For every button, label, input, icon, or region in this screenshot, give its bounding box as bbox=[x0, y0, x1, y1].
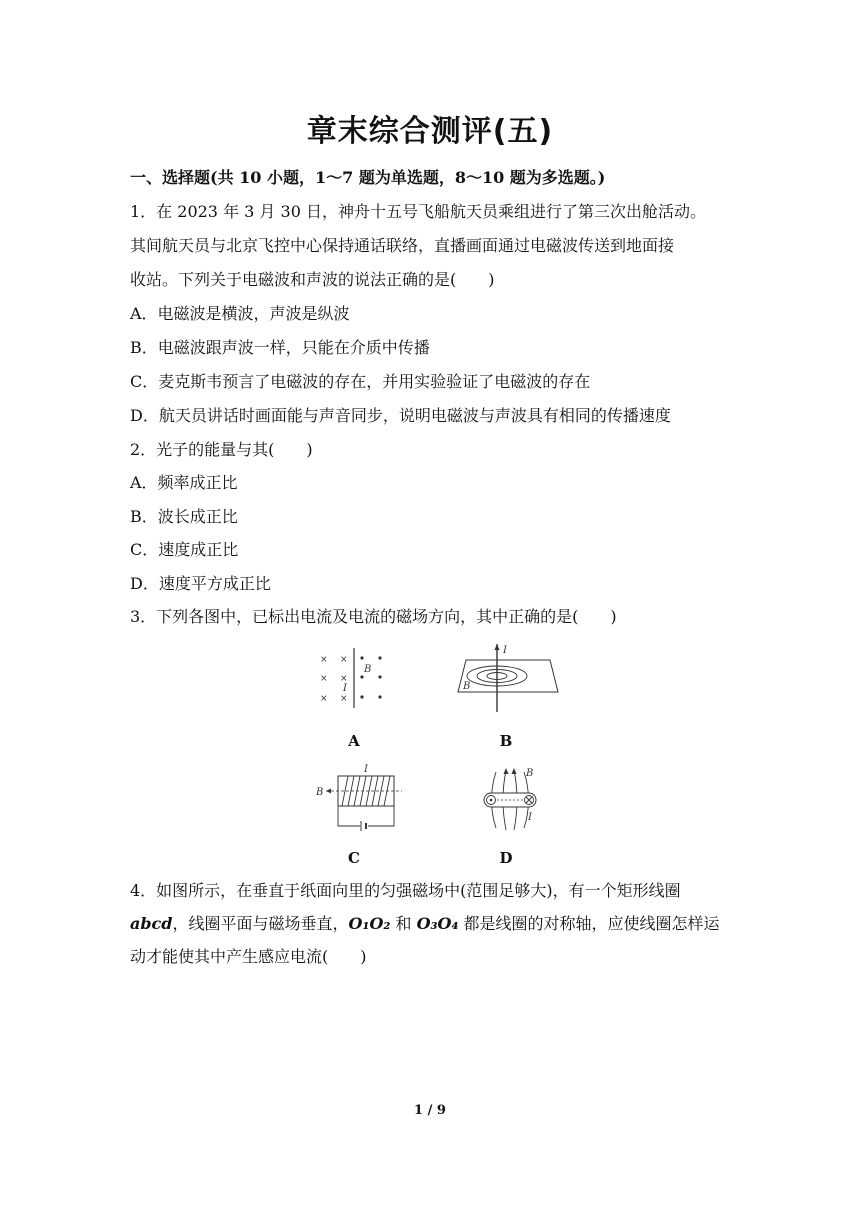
q1-option-a: A．电磁波是横波，声波是纵波 bbox=[130, 304, 350, 323]
diagram-b-field-label: B bbox=[463, 681, 471, 692]
diagram-d-field-label: B bbox=[526, 768, 534, 779]
svg-text:×: × bbox=[320, 674, 328, 684]
caption-b: B bbox=[499, 732, 513, 750]
diagram-a-current-label: I bbox=[343, 683, 347, 694]
section-heading: 一、选择题(共 10 小题，1～7 题为单选题，8～10 题为多选题。) bbox=[130, 168, 606, 187]
svg-text:×: × bbox=[340, 674, 348, 684]
q4-stem-line-3: 动才能使其中产生感应电流( ) bbox=[130, 947, 367, 966]
q2-stem: 2．光子的能量与其( ) bbox=[130, 440, 313, 459]
q3-figure bbox=[300, 640, 560, 870]
diagram-d bbox=[484, 768, 536, 830]
q1-stem-line-2: 其间航天员与北京飞控中心保持通话联络，直播画面通过电磁波传送到地面接 bbox=[130, 236, 675, 255]
diagram-a-field-label: B bbox=[364, 664, 372, 675]
caption-c: C bbox=[348, 849, 360, 867]
q3-stem: 3．下列各图中，已标出电流及电流的磁场方向，其中正确的是( ) bbox=[130, 607, 617, 626]
diagram-d-current-label: I bbox=[528, 812, 532, 823]
q4-stem-line-1: 4．如图所示，在垂直于纸面向里的匀强磁场中(范围足够大)，有一个矩形线圈 bbox=[130, 881, 681, 900]
q1-stem-line-3: 收站。下列关于电磁波和声波的说法正确的是( ) bbox=[130, 270, 495, 289]
q1-option-b: B．电磁波跟声波一样，只能在介质中传播 bbox=[130, 338, 430, 357]
q1-stem-line-1: 1．在 2023 年 3 月 30 日，神舟十五号飞船航天员乘组进行了第三次出舱活动。 bbox=[130, 202, 706, 221]
coil-name: abcd bbox=[130, 914, 173, 933]
q4-text-and: 和 bbox=[390, 914, 417, 933]
caption-d: D bbox=[499, 849, 513, 867]
svg-text:×: × bbox=[320, 655, 328, 665]
q1-option-c: C．麦克斯韦预言了电磁波的存在，并用实验验证了电磁波的存在 bbox=[130, 372, 591, 391]
diagram-c-field-label: B bbox=[316, 787, 324, 798]
axis-o3o4: O₃O₄ bbox=[416, 914, 459, 933]
q3-diagrams bbox=[300, 640, 560, 870]
q1-option-d: D．航天员讲话时画面能与声音同步，说明电磁波与声波具有相同的传播速度 bbox=[130, 406, 671, 425]
diagram-b-current-label: I bbox=[503, 645, 507, 656]
q2-option-b: B．波长成正比 bbox=[130, 507, 238, 526]
svg-text:×: × bbox=[340, 655, 348, 665]
q4-stem-line-2 bbox=[130, 914, 740, 934]
axis-o1o2: O₁O₂ bbox=[348, 914, 391, 933]
page-number: 1 / 9 bbox=[414, 1103, 446, 1118]
caption-a: A bbox=[348, 732, 360, 750]
q2-option-d: D．速度平方成正比 bbox=[130, 574, 271, 593]
diagram-a bbox=[320, 648, 382, 708]
svg-text:×: × bbox=[340, 694, 348, 704]
diagram-c-current-label: I bbox=[364, 764, 368, 775]
q4-text-b: 都是线圈的对称轴，应使线圈怎样运 bbox=[458, 914, 720, 933]
diagram-b bbox=[458, 644, 558, 712]
svg-text:×: × bbox=[320, 694, 328, 704]
q2-option-c: C．速度成正比 bbox=[130, 540, 239, 559]
page-title: 章末综合测评(五) bbox=[306, 114, 554, 149]
diagram-c bbox=[315, 764, 402, 831]
q4-text-a: ，线圈平面与磁场垂直， bbox=[172, 914, 349, 933]
q2-option-a: A．频率成正比 bbox=[130, 473, 238, 492]
